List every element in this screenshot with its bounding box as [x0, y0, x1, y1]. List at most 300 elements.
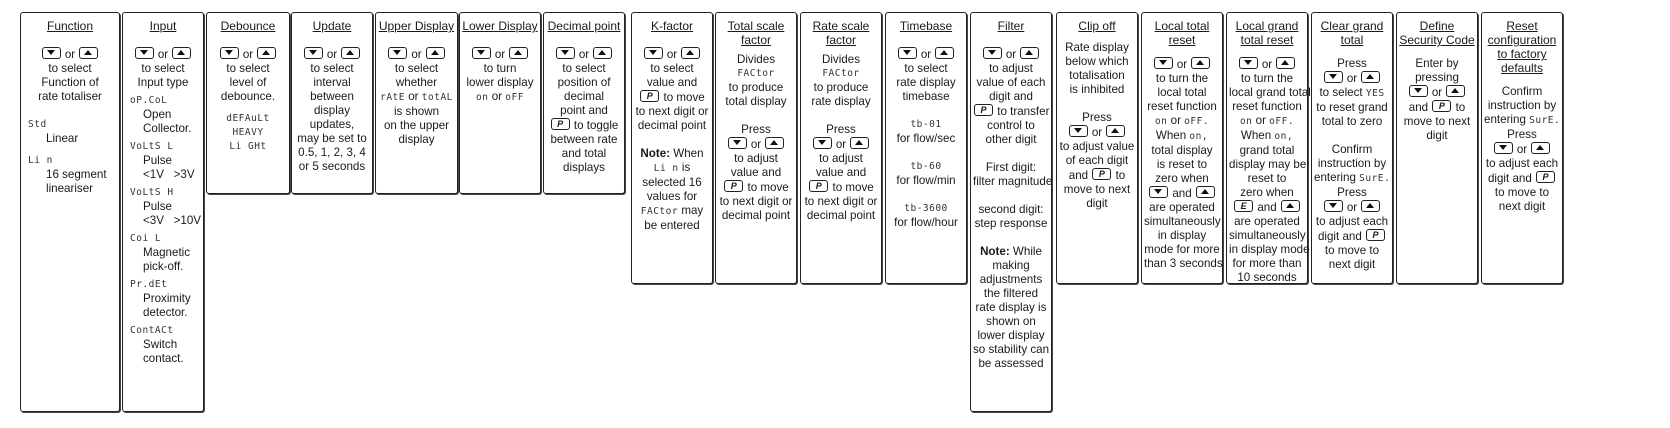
panel-title: defaults: [1500, 61, 1544, 75]
note-text: selected 16: [642, 176, 702, 189]
panel-reset-configuration: [1481, 12, 1563, 284]
text-line: reset to: [1247, 172, 1287, 185]
text-line: rate totaliser: [38, 90, 102, 103]
text-line: rate display: [811, 95, 871, 108]
text-line: decimal: [564, 90, 604, 103]
option-desc: Magnetic: [143, 246, 191, 259]
p-button-icon: [640, 90, 659, 102]
text-line: displays: [563, 161, 605, 174]
up-button-icon: [1106, 125, 1125, 137]
text-line: to select: [394, 62, 439, 75]
panel-title: Local total: [1154, 19, 1210, 33]
text-line: step response: [974, 217, 1048, 230]
up-button-icon: [1191, 57, 1210, 69]
text-line: to next digit or: [719, 195, 793, 208]
text-line: Input type: [137, 76, 189, 89]
text-line: decimal point: [721, 209, 791, 222]
panel-decimal-point: [543, 12, 625, 194]
text-line: entering: [1484, 113, 1526, 126]
text-line: below which: [1065, 55, 1129, 68]
or-text: or: [1431, 86, 1443, 99]
text-line: instruction by: [1487, 99, 1557, 112]
or-text: or: [411, 48, 422, 61]
or-text: or: [1176, 58, 1188, 71]
text-line: next digit: [1498, 200, 1546, 213]
text-line: to turn the: [1155, 72, 1209, 85]
panel-title: factor: [740, 33, 771, 47]
note-text: When: [673, 147, 704, 160]
option-code: ContACt: [130, 325, 174, 336]
or-text: or: [1516, 143, 1528, 156]
text-line: in display: [1157, 229, 1207, 242]
panel-title: total reset: [1240, 33, 1294, 47]
panel-title: Decimal point: [547, 19, 621, 33]
text-line: on the upper: [383, 119, 450, 132]
panel-title: Lower Display: [462, 19, 538, 33]
text-line: Function of: [41, 76, 99, 89]
option-code: VoLtS L: [130, 141, 174, 152]
option-code: Li n: [28, 155, 53, 166]
up-button-icon: [1020, 47, 1039, 59]
text-line: and: [1068, 169, 1089, 182]
option-code: tb-3600: [904, 203, 948, 214]
option-code: dEFAuLt: [226, 113, 270, 124]
panel-title: Local grand: [1235, 19, 1299, 33]
text-line: to adjust each: [1485, 157, 1559, 170]
or-text: or: [157, 48, 169, 61]
or-text: or: [666, 48, 678, 61]
p-button-icon: [1432, 100, 1451, 112]
code-on: on: [476, 92, 489, 103]
down-button-icon: [556, 47, 575, 59]
option-desc: Switch: [143, 338, 178, 351]
or-text: or: [1005, 48, 1017, 61]
or-text: or: [491, 90, 503, 103]
or-text: or: [1255, 114, 1266, 127]
option-desc: lineariser: [46, 182, 94, 195]
p-button-icon: [551, 118, 570, 130]
text-line: point and: [560, 104, 608, 117]
p-button-icon: [1366, 229, 1385, 241]
text-line: between: [310, 90, 354, 103]
or-text: or: [1261, 58, 1273, 71]
text-line: entering: [1314, 171, 1356, 184]
down-button-icon: [220, 47, 239, 59]
panel-title: to factory: [1497, 47, 1547, 61]
text-line: value and: [646, 76, 698, 89]
down-button-icon: [1239, 57, 1258, 69]
option-desc: Collector.: [143, 122, 192, 135]
or-text: or: [326, 48, 338, 61]
text-line: digit and: [1317, 230, 1362, 243]
text-line: Press: [741, 123, 771, 136]
text-line: to adjust value: [1059, 140, 1135, 153]
note-text: shown on: [986, 315, 1036, 328]
option-code: tb-01: [910, 119, 942, 130]
panel-title: Filter: [997, 19, 1025, 33]
text-line: digit: [1086, 197, 1108, 210]
option-code: VoLtS H: [130, 187, 174, 198]
text-line: move to next: [1063, 183, 1131, 196]
panel-title: Clear grand: [1320, 19, 1384, 33]
text-line: level of: [229, 76, 267, 89]
note-text: so stability can: [973, 343, 1050, 356]
text-line: zero when: [1155, 172, 1209, 185]
text-line: local total: [1157, 86, 1207, 99]
text-line: to select: [226, 62, 270, 75]
text-line: debounce.: [220, 90, 276, 103]
up-button-icon: [1531, 142, 1550, 154]
text-line: are operated: [1234, 215, 1300, 228]
text-line: to select: [48, 62, 92, 75]
note-text: may: [681, 204, 704, 217]
panel-title: Function: [46, 19, 94, 33]
text-line: digit and: [989, 90, 1033, 103]
text-line: digit and: [1487, 172, 1532, 185]
or-text: or: [408, 90, 419, 103]
text-line: total to zero: [1321, 115, 1383, 128]
option-desc: for flow/hour: [894, 216, 958, 229]
panel-lower-display: [459, 12, 541, 194]
panel-title: Reset: [1506, 19, 1538, 33]
text-line: digit: [1426, 129, 1448, 142]
p-button-icon: [1092, 168, 1111, 180]
or-text: or: [750, 138, 762, 151]
code-factor: FACtor: [737, 68, 775, 79]
note-text: rate display is: [975, 301, 1047, 314]
code-sure: SurE.: [1529, 115, 1561, 126]
text-line: Divides: [821, 53, 860, 66]
text-line: mode for more: [1144, 243, 1220, 256]
option-desc: 16 segment: [46, 168, 107, 181]
panel-title: Clip off: [1078, 19, 1116, 33]
down-button-icon: [472, 47, 491, 59]
code-yes: YES: [1365, 88, 1385, 99]
or-text: or: [1170, 114, 1181, 127]
down-button-icon: [388, 47, 407, 59]
or-text: or: [1091, 126, 1103, 139]
down-button-icon: [983, 47, 1002, 59]
up-button-icon: [172, 47, 191, 59]
text-line: whether: [395, 76, 438, 89]
text-line: to move to: [1324, 244, 1380, 257]
code-off: oFF: [505, 92, 524, 103]
code-on: on,: [1274, 131, 1294, 142]
code-rate: rAtE: [380, 92, 405, 103]
note-label: Note:: [980, 245, 1010, 258]
option-desc: <3V >10V: [143, 214, 202, 227]
text-line: value of each: [976, 76, 1046, 89]
text-line: between rate: [550, 133, 618, 146]
panel-input: [122, 12, 204, 412]
panel-title: Rate scale: [812, 19, 870, 33]
note-text: be entered: [644, 219, 700, 232]
note-text: lower display: [977, 329, 1045, 342]
option-desc: Linear: [46, 132, 79, 145]
or-text: or: [835, 138, 847, 151]
text-line: value and: [815, 166, 867, 179]
text-line: to produce: [728, 81, 784, 94]
text-line: Press: [826, 123, 856, 136]
text-line: control to: [987, 119, 1035, 132]
text-line: to next digit or: [804, 195, 878, 208]
text-line: to: [1455, 101, 1466, 114]
up-button-icon: [1446, 85, 1465, 97]
text-line: to select: [310, 62, 354, 75]
text-line: to adjust: [989, 62, 1033, 75]
up-button-icon: [681, 47, 700, 59]
text-line: value and: [730, 166, 782, 179]
up-button-icon: [426, 47, 445, 59]
or-text: or: [494, 48, 506, 61]
panel-title: reset: [1168, 33, 1196, 47]
down-button-icon: [1154, 57, 1173, 69]
down-button-icon: [644, 47, 663, 59]
text-line: instruction by: [1317, 157, 1387, 170]
text-line: to adjust: [819, 152, 863, 165]
text-line: for more than: [1232, 257, 1302, 270]
text-line: to select: [650, 62, 694, 75]
text-line: decimal point: [637, 119, 707, 132]
option-desc: for flow/sec: [896, 132, 956, 145]
text-line: grand total: [1239, 144, 1295, 157]
text-line: zero when: [1240, 186, 1294, 199]
panel-title: Upper Display: [378, 19, 455, 33]
panel-title: factor: [825, 33, 856, 47]
panel-debounce: [206, 12, 290, 194]
panel-title: total: [1340, 33, 1364, 47]
panel-define-security-code: [1396, 12, 1478, 284]
up-button-icon: [593, 47, 612, 59]
panel-rate-scale-factor: [800, 12, 882, 284]
text-line: When: [1240, 129, 1272, 142]
text-line: to select: [1319, 86, 1363, 99]
or-text: or: [578, 48, 590, 61]
note-text: be assessed: [978, 357, 1044, 370]
up-button-icon: [1281, 200, 1300, 212]
panel-title: Total scale: [727, 19, 785, 33]
panel-k-factor: [631, 12, 713, 284]
text-line: to move to: [1494, 186, 1550, 199]
text-line: may be set to: [297, 132, 367, 145]
p-button-icon: [974, 104, 993, 116]
text-line: to adjust each: [1315, 215, 1389, 228]
up-button-icon: [1361, 71, 1380, 83]
up-button-icon: [509, 47, 528, 59]
or-text: or: [64, 48, 76, 61]
option-desc: for flow/min: [896, 174, 956, 187]
option-code: HEAVY: [232, 127, 264, 138]
panel-title: K-factor: [650, 19, 693, 33]
or-text: or: [1346, 201, 1358, 214]
option-desc: Proximity: [143, 292, 191, 305]
option-desc: <1V >3V: [143, 168, 195, 181]
text-line: is inhibited: [1069, 83, 1125, 96]
text-line: Press: [1337, 57, 1367, 70]
text-line: to move: [663, 91, 705, 104]
option-desc: pick-off.: [143, 260, 184, 273]
up-button-icon: [765, 137, 784, 149]
text-line: Press: [1082, 111, 1112, 124]
up-button-icon: [1361, 200, 1380, 212]
text-line: local grand total: [1229, 86, 1311, 99]
note-text: adjustments: [979, 273, 1043, 286]
option-code: Pr.dEt: [130, 279, 168, 290]
panel-total-scale-factor: [715, 12, 797, 284]
text-line: or 5 seconds: [298, 160, 366, 173]
up-button-icon: [341, 47, 360, 59]
code-lin: Li n: [653, 163, 679, 174]
or-text: or: [1346, 72, 1358, 85]
text-line: to next digit or: [635, 105, 709, 118]
code-factor: FACtor: [822, 68, 860, 79]
note-text: the filtered: [983, 287, 1039, 300]
text-line: display may be: [1229, 158, 1307, 171]
p-button-icon: [809, 180, 828, 192]
text-line: Rate display: [1065, 41, 1129, 54]
text-line: pressing: [1415, 71, 1459, 84]
down-button-icon: [1409, 85, 1428, 97]
up-button-icon: [850, 137, 869, 149]
down-button-icon: [1324, 200, 1343, 212]
up-button-icon: [79, 47, 98, 59]
text-line: Press: [1507, 128, 1537, 141]
code-on: on: [1239, 116, 1253, 127]
or-text: or: [920, 48, 932, 61]
down-button-icon: [1149, 186, 1168, 198]
text-line: to move: [747, 181, 789, 194]
text-line: total display: [1151, 144, 1213, 157]
down-button-icon: [1324, 71, 1343, 83]
panel-clip-off: [1056, 12, 1138, 284]
text-line: to toggle: [573, 119, 619, 132]
text-line: is reset to: [1156, 158, 1208, 171]
note-text: is: [681, 161, 691, 174]
text-line: other digit: [985, 133, 1037, 146]
up-button-icon: [257, 47, 276, 59]
text-line: lower display: [466, 76, 534, 89]
text-line: reset function: [1147, 100, 1217, 113]
up-button-icon: [1276, 57, 1295, 69]
text-line: is shown: [393, 105, 440, 118]
code-total: totAL: [421, 92, 453, 103]
text-line: to turn: [483, 62, 517, 75]
text-line: Confirm: [1501, 85, 1543, 98]
text-line: to reset grand: [1316, 101, 1388, 114]
text-line: display: [313, 104, 351, 117]
panel-function: [20, 12, 120, 412]
text-line: position of: [557, 76, 611, 89]
text-line: and: [1408, 101, 1429, 114]
text-line: reset function: [1232, 100, 1302, 113]
option-code: Li GHt: [229, 141, 267, 152]
code-on: on: [1154, 116, 1168, 127]
text-line: interval: [313, 76, 351, 89]
down-button-icon: [813, 137, 832, 149]
code-factor: FACtor: [640, 206, 679, 217]
down-button-icon: [1494, 142, 1513, 154]
text-line: simultaneously: [1229, 229, 1306, 242]
p-button-icon: [724, 180, 743, 192]
down-button-icon: [1069, 125, 1088, 137]
option-code: Std: [28, 119, 47, 130]
text-line: simultaneously: [1144, 215, 1221, 228]
panel-local-total-reset: [1141, 12, 1223, 284]
text-line: filter magnitude: [973, 175, 1053, 188]
text-line: next digit: [1328, 258, 1376, 271]
text-line: of each digit: [1065, 154, 1129, 167]
option-desc: Pulse: [143, 154, 173, 167]
option-desc: contact.: [143, 352, 184, 365]
text-line: to: [1115, 169, 1126, 182]
text-line: to select: [904, 62, 948, 75]
panel-filter: [970, 12, 1052, 412]
down-button-icon: [898, 47, 917, 59]
down-button-icon: [135, 47, 154, 59]
note-label: Note:: [640, 147, 671, 160]
option-code: Coi L: [130, 233, 162, 244]
option-code: oP.CoL: [130, 95, 168, 106]
text-line: than 3 seconds: [1144, 257, 1223, 270]
up-button-icon: [935, 47, 954, 59]
text-line: decimal point: [806, 209, 876, 222]
text-line: totalisation: [1069, 69, 1125, 82]
down-button-icon: [42, 47, 61, 59]
panel-timebase: [885, 12, 967, 284]
text-line: rate display: [896, 76, 956, 89]
up-button-icon: [1196, 186, 1215, 198]
note-text: While: [1012, 245, 1042, 258]
panel-upper-display: [375, 12, 458, 194]
text-line: 0.5, 1, 2, 3, 4: [298, 146, 366, 159]
text-line: and total: [561, 147, 607, 160]
text-line: Divides: [736, 53, 775, 66]
text-line: Enter by: [1415, 57, 1459, 70]
text-line: updates,: [309, 118, 355, 131]
text-line: are operated: [1149, 201, 1215, 214]
text-line: Confirm: [1331, 143, 1373, 156]
text-line: move to next: [1403, 115, 1471, 128]
down-button-icon: [728, 137, 747, 149]
text-line: display: [398, 133, 435, 146]
and-text: and: [1257, 201, 1277, 214]
text-line: to turn the: [1240, 72, 1294, 85]
panel-clear-grand-total: [1311, 12, 1393, 284]
code-off: oFF.: [1269, 116, 1295, 127]
option-desc: detector.: [143, 306, 188, 319]
panel-title: Security Code: [1399, 33, 1475, 47]
text-line: First digit:: [985, 161, 1037, 174]
option-desc: Open: [143, 108, 172, 121]
e-button-icon: [1234, 200, 1253, 212]
panel-title: Define: [1419, 19, 1455, 33]
panel-title: configuration: [1487, 33, 1557, 47]
text-line: timebase: [902, 90, 950, 103]
text-line: second digit:: [978, 203, 1044, 216]
text-line: total display: [725, 95, 787, 108]
text-line: 10 seconds: [1237, 271, 1297, 284]
text-line: When: [1155, 129, 1187, 142]
panel-title: Timebase: [899, 19, 953, 33]
or-text: or: [242, 48, 254, 61]
down-button-icon: [304, 47, 323, 59]
and-text: and: [1172, 187, 1192, 200]
panel-update: [291, 12, 373, 194]
text-line: in display mode: [1229, 243, 1310, 256]
code-off: oFF.: [1184, 116, 1210, 127]
text-line: Press: [1337, 186, 1367, 199]
text-line: to move: [832, 181, 874, 194]
